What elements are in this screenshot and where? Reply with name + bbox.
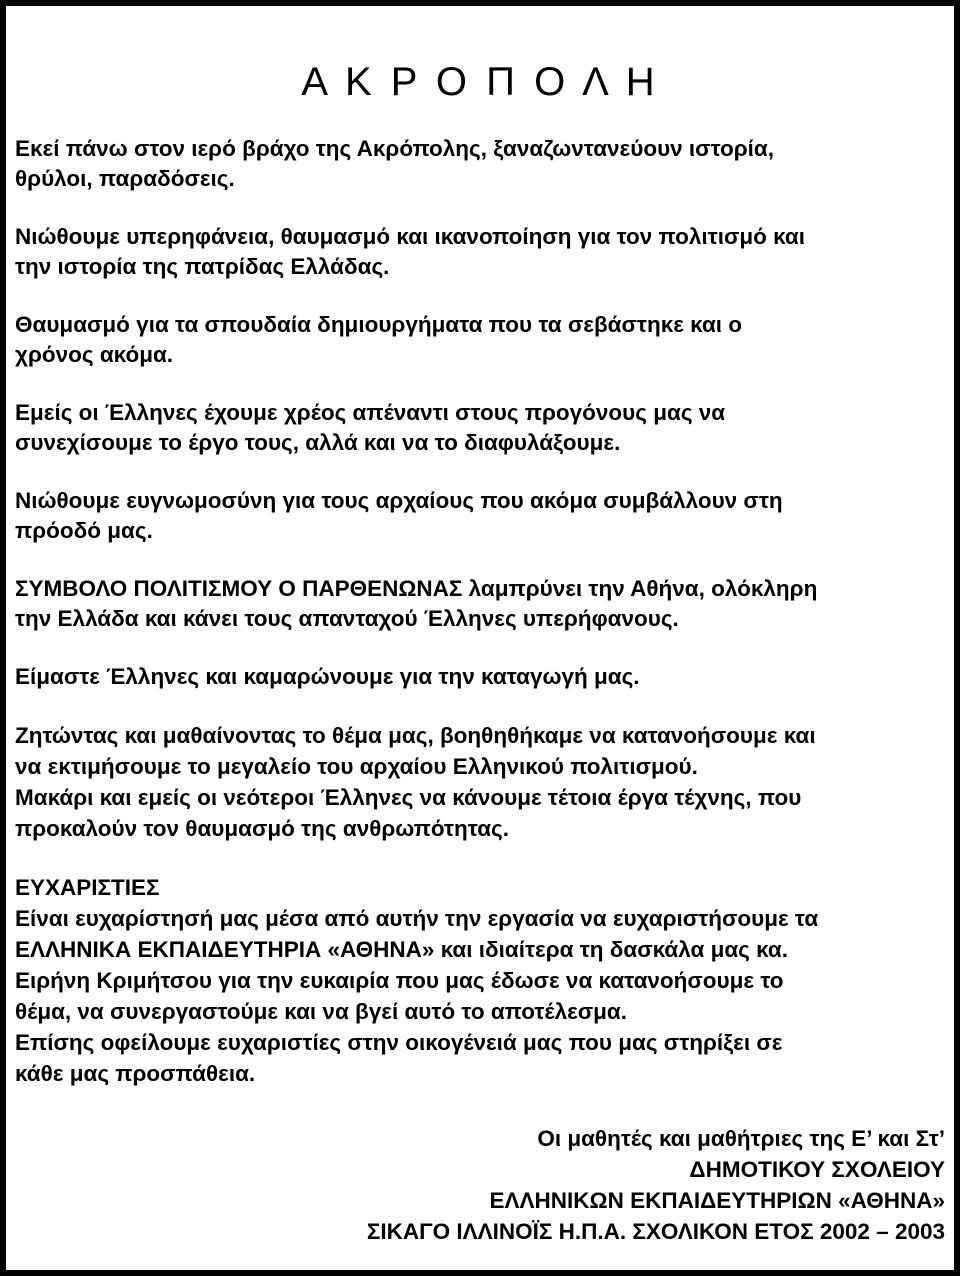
paragraph-2	[15, 222, 945, 282]
text-line: συνεχίσουμε το έργο τους, αλλά και να το διαφυλάξουμε.	[15, 430, 621, 455]
text-line: Επίσης οφείλουμε ευχαριστίες στην οικογένειά μας που μας στηρίξει σε	[15, 1030, 783, 1055]
paragraph-4	[15, 398, 945, 458]
paragraph-1	[15, 134, 945, 194]
text-line: Εκεί πάνω στον ιερό βράχο της Ακρόπολης, ξαναζωντανεύουν ιστορία,	[15, 136, 774, 161]
document-body	[15, 52, 945, 1247]
signature-block	[15, 1123, 945, 1247]
signature-line: ΔΗΜΟΤΙΚΟΥ ΣΧΟΛΕΙΟΥ	[689, 1157, 945, 1182]
paragraph-3	[15, 310, 945, 370]
text-line: Εμείς οι Έλληνες έχουμε χρέος απέναντι στους προγόνους μας να	[15, 400, 726, 425]
signature-line: ΣΙΚΑΓΟ ΙΛΛΙΝΟΪΣ Η.Π.Α. ΣΧΟΛΙΚΟΝ ΕΤΟΣ 2002 – 2003	[366, 1219, 945, 1244]
closing-paragraph	[15, 720, 945, 844]
text-line: θρύλοι, παραδόσεις.	[15, 166, 235, 191]
text-line: πρόοδό μας.	[15, 518, 153, 543]
text-line: θέμα, να συνεργαστούμε και να βγεί αυτό το αποτέλεσμα.	[15, 999, 628, 1024]
text-line: Νιώθουμε ευγνωμοσύνη για τους αρχαίους που ακόμα συμβάλλουν στη	[15, 488, 783, 513]
text-line: Θαυμασμό για τα σπουδαία δημιουργήματα που τα σεβάστηκε και ο	[15, 312, 743, 337]
text-line: Ζητώντας και μαθαίνοντας το θέμα μας, βοηθηθήκαμε να κατανοήσουμε και	[15, 723, 816, 748]
paragraph-7	[15, 662, 945, 692]
text-line: Νιώθουμε υπερηφάνεια, θαυμασμό και ικανοποίηση για τον πολιτισμό και	[15, 224, 805, 249]
text-line: Είμαστε Έλληνες και καμαρώνουμε για την καταγωγή μας.	[15, 664, 640, 689]
text-line: Είναι ευχαρίστησή μας μέσα από αυτήν την εργασία να ευχαριστήσουμε τα	[15, 906, 819, 931]
paragraph-6	[15, 574, 945, 634]
text-line: ΣΥΜΒΟΛΟ ΠΟΛΙΤΙΣΜΟΥ Ο ΠΑΡΘΕΝΩΝΑΣ λαμπρύνει την Αθήνα, ολόκληρη	[15, 576, 818, 601]
page-title: Α Κ Ρ Ο Π Ο Λ Η	[301, 60, 659, 104]
text-line: χρόνος ακόμα.	[15, 342, 174, 367]
paragraph-5	[15, 486, 945, 546]
text-line: την ιστορία της πατρίδας Ελλάδας.	[15, 254, 390, 279]
signature-line: ΕΛΛΗΝΙΚΩΝ ΕΚΠΑΙΔΕΥΤΗΡΙΩΝ «ΑΘΗΝΑ»	[489, 1188, 945, 1213]
thanks-section	[15, 872, 945, 1089]
text-line: να εκτιμήσουμε το μεγαλείο του αρχαίου Ελληνικού πολιτισμού.	[15, 754, 698, 779]
text-line: Μακάρι και εμείς οι νεότεροι Έλληνες να κάνουμε τέτοια έργα τέχνης, που	[15, 785, 802, 810]
text-line: την Ελλάδα και κάνει τους απανταχού Έλληνες υπερήφανους.	[15, 606, 679, 631]
text-line: Ειρήνη Κριμήτσου για την ευκαιρία που μας έδωσε να κατανοήσουμε το	[15, 968, 784, 993]
text-line: κάθε μας προσπάθεια.	[15, 1061, 256, 1086]
text-line: ΕΛΛΗΝΙΚΑ ΕΚΠΑΙΔΕΥΤΗΡΙΑ «ΑΘΗΝΑ» και ιδιαίτερα τη δασκάλα μας κα.	[15, 937, 789, 962]
text-line: προκαλούν τον θαυμασμό της ανθρωπότητας.	[15, 816, 510, 841]
thanks-heading: ΕΥΧΑΡΙΣΤΙΕΣ	[15, 875, 160, 900]
signature-line: Οι μαθητές και μαθήτριες της Ε’ και Στ’	[537, 1126, 945, 1151]
